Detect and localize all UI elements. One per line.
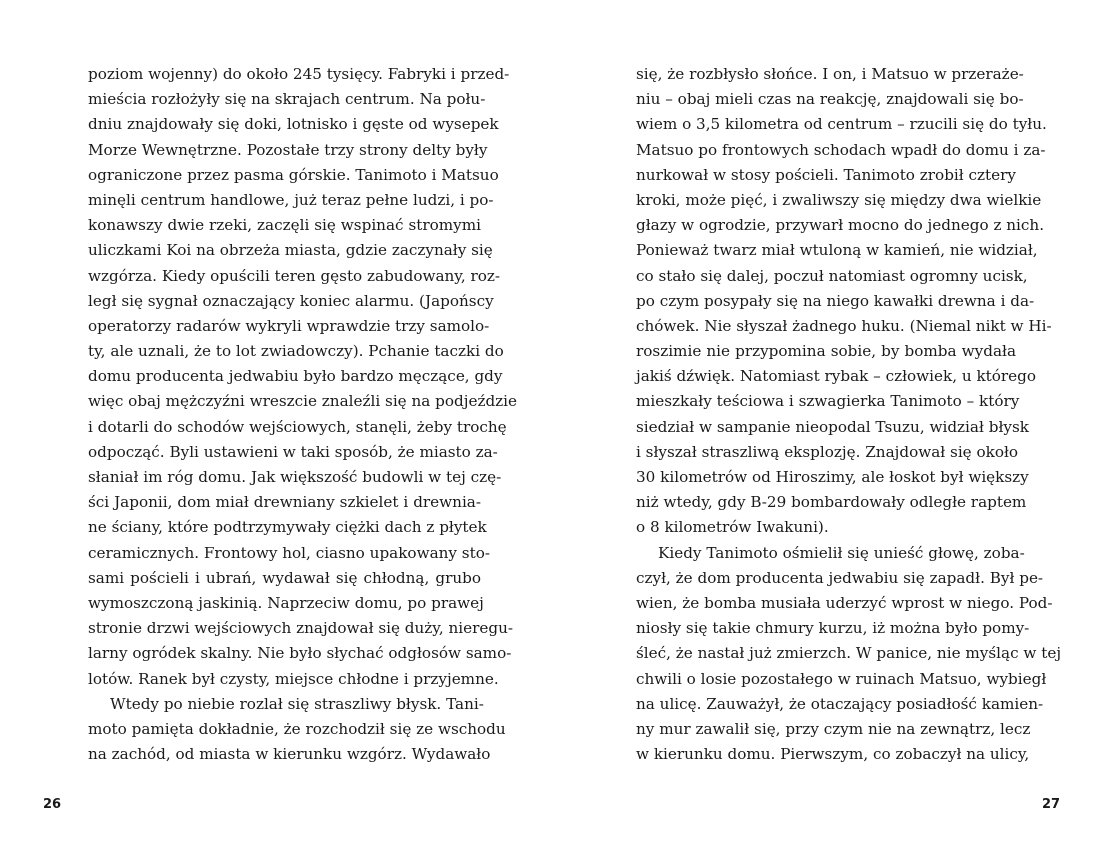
text-line: nurkował w stosy pościeli. Tanimoto zrobił cztery bbox=[636, 165, 1016, 184]
text-line: legł się sygnał oznaczający koniec alarmu. (Japońscy bbox=[88, 291, 494, 310]
left-page-text bbox=[88, 62, 518, 767]
text-line: Morze Wewnętrzne. Pozostałe trzy strony delty były bbox=[88, 140, 488, 159]
text-line: i dotarli do schodów wejściowych, stanęli, żeby trochę bbox=[88, 417, 507, 436]
page-number-right: 27 bbox=[1042, 797, 1061, 812]
text-line: i słyszał straszliwą eksplozję. Znajdował się około bbox=[636, 442, 1019, 461]
text-line: na zachód, od miasta w kierunku wzgórz. Wydawało bbox=[88, 745, 491, 764]
text-line: wiem o 3,5 kilometra od centrum – rzucili się do tyłu. bbox=[636, 115, 1047, 134]
text-line: niu – obaj mieli czas na reakcję, znajdowali się bo- bbox=[636, 90, 1024, 109]
text-line: czył, że dom producenta jedwabiu się zapadł. Był pe- bbox=[636, 568, 1044, 587]
text-line: głazy w ogrodzie, przywarł mocno do jednego z nich. bbox=[636, 216, 1045, 235]
text-line: operatorzy radarów wykryli wprawdzie trzy samolo- bbox=[88, 316, 490, 335]
text-line: Ponieważ twarz miał wtuloną w kamień, nie widział, bbox=[636, 241, 1038, 260]
text-line: niż wtedy, gdy B-29 bombardowały odległe raptem bbox=[636, 493, 1027, 512]
text-line: domu producenta jedwabiu było bardzo męczące, gdy bbox=[88, 367, 503, 386]
page-number-left: 26 bbox=[43, 797, 62, 812]
text-line: ty, ale uznali, że to lot zwiadowczy). Pchanie taczki do bbox=[88, 342, 504, 361]
text-line: stronie drzwi wejściowych znajdował się duży, nieregu- bbox=[88, 619, 514, 638]
text-line: ne ściany, które podtrzymywały ciężki dach z płytek bbox=[88, 518, 487, 537]
text-line: wzgórza. Kiedy opuścili teren gęsto zabudowany, roz- bbox=[88, 266, 501, 285]
text-line: słaniał im róg domu. Jak większość budowli w tej czę- bbox=[88, 468, 502, 486]
text-line: Matsuo po frontowych schodach wpadł do domu i za- bbox=[636, 140, 1046, 159]
text-line: ści Japonii, dom miał drewniany szkielet i drewnia- bbox=[88, 493, 481, 512]
text-line: dniu znajdowały się doki, lotnisko i gęste od wysepek bbox=[88, 115, 499, 134]
text-line: jakiś dźwięk. Natomiast rybak – człowiek, u którego bbox=[636, 367, 1037, 386]
text-line: chówek. Nie słyszał żadnego huku. (Niemal nikt w Hi- bbox=[636, 316, 1052, 335]
text-line: ograniczone przez pasma górskie. Tanimoto i Matsuo bbox=[88, 165, 499, 184]
text-line: ny mur zawalił się, przy czym nie na zewnątrz, lecz bbox=[636, 719, 1031, 738]
text-line: odpocząć. Byli ustawieni w taki sposób, że miasto za- bbox=[88, 442, 498, 461]
text-line: siedział w sampanie nieopodal Tsuzu, widział błysk bbox=[636, 417, 1029, 436]
text-line: co stało się dalej, poczuł natomiast ogromny ucisk, bbox=[636, 266, 1028, 285]
text-line: w kierunku domu. Pierwszym, co zobaczył na ulicy, bbox=[636, 745, 1030, 764]
text-line: o 8 kilometrów Iwakuni). bbox=[636, 518, 829, 537]
text-line: 30 kilometrów od Hiroszimy, ale łoskot był większy bbox=[636, 468, 1029, 486]
text-line: chwili o losie pozostałego w ruinach Matsuo, wybiegł bbox=[636, 669, 1047, 688]
text-line: poziom wojenny) do około 245 tysięcy. Fabryki i przed- bbox=[88, 65, 510, 83]
text-line: roszimie nie przypomina sobie, by bomba wydała bbox=[636, 342, 1016, 361]
text-line: niosły się takie chmury kurzu, iż można było pomy- bbox=[636, 619, 1030, 638]
text-line: lotów. Ranek był czysty, miejsce chłodne i przyjemne. bbox=[88, 669, 499, 688]
text-line: Kiedy Tanimoto ośmielił się unieść głowę, zoba- bbox=[658, 543, 1025, 562]
text-line: moto pamięta dokładnie, że rozchodził się ze wschodu bbox=[88, 719, 506, 738]
text-line: minęli centrum handlowe, już teraz pełne ludzi, i po- bbox=[88, 190, 494, 209]
text-line: się, że rozbłysło słońce. I on, i Matsuo w przeraże- bbox=[636, 65, 1024, 83]
text-line: więc obaj mężczyźni wreszcie znaleźli się na podjeździe bbox=[88, 392, 518, 411]
text-line: mieścia rozłożyły się na skrajach centrum. Na połu- bbox=[88, 90, 486, 109]
text-line: Wtedy po niebie rozlał się straszliwy błysk. Tani- bbox=[110, 694, 484, 713]
text-line: sami pościeli i ubrań, wydawał się chłodną, grubo bbox=[88, 568, 481, 587]
right-page-text bbox=[636, 62, 1062, 767]
text-line: larny ogródek skalny. Nie było słychać odgłosów samo- bbox=[88, 644, 512, 663]
text-line: konawszy dwie rzeki, zaczęli się wspinać stromymi bbox=[88, 216, 481, 235]
text-line: wymoszczoną jaskinią. Naprzeciw domu, po prawej bbox=[88, 593, 484, 612]
text-line: wien, że bomba musiała uderzyć wprost w niego. Pod- bbox=[636, 593, 1053, 612]
text-line: śleć, że nastał już zmierzch. W panice, nie myśląc w tej bbox=[636, 644, 1062, 663]
text-line: kroki, może pięć, i zwaliwszy się między dwa wielkie bbox=[636, 190, 1042, 209]
text-line: po czym posypały się na niego kawałki drewna i da- bbox=[636, 291, 1035, 310]
text-line: ceramicznych. Frontowy hol, ciasno upakowany sto- bbox=[88, 543, 490, 562]
text-line: uliczkami Koi na obrzeża miasta, gdzie zaczynały się bbox=[88, 241, 493, 260]
text-line: na ulicę. Zauważył, że otaczający posiadłość kamien- bbox=[636, 694, 1044, 713]
text-line: mieszkały teściowa i szwagierka Tanimoto – który bbox=[636, 392, 1020, 411]
